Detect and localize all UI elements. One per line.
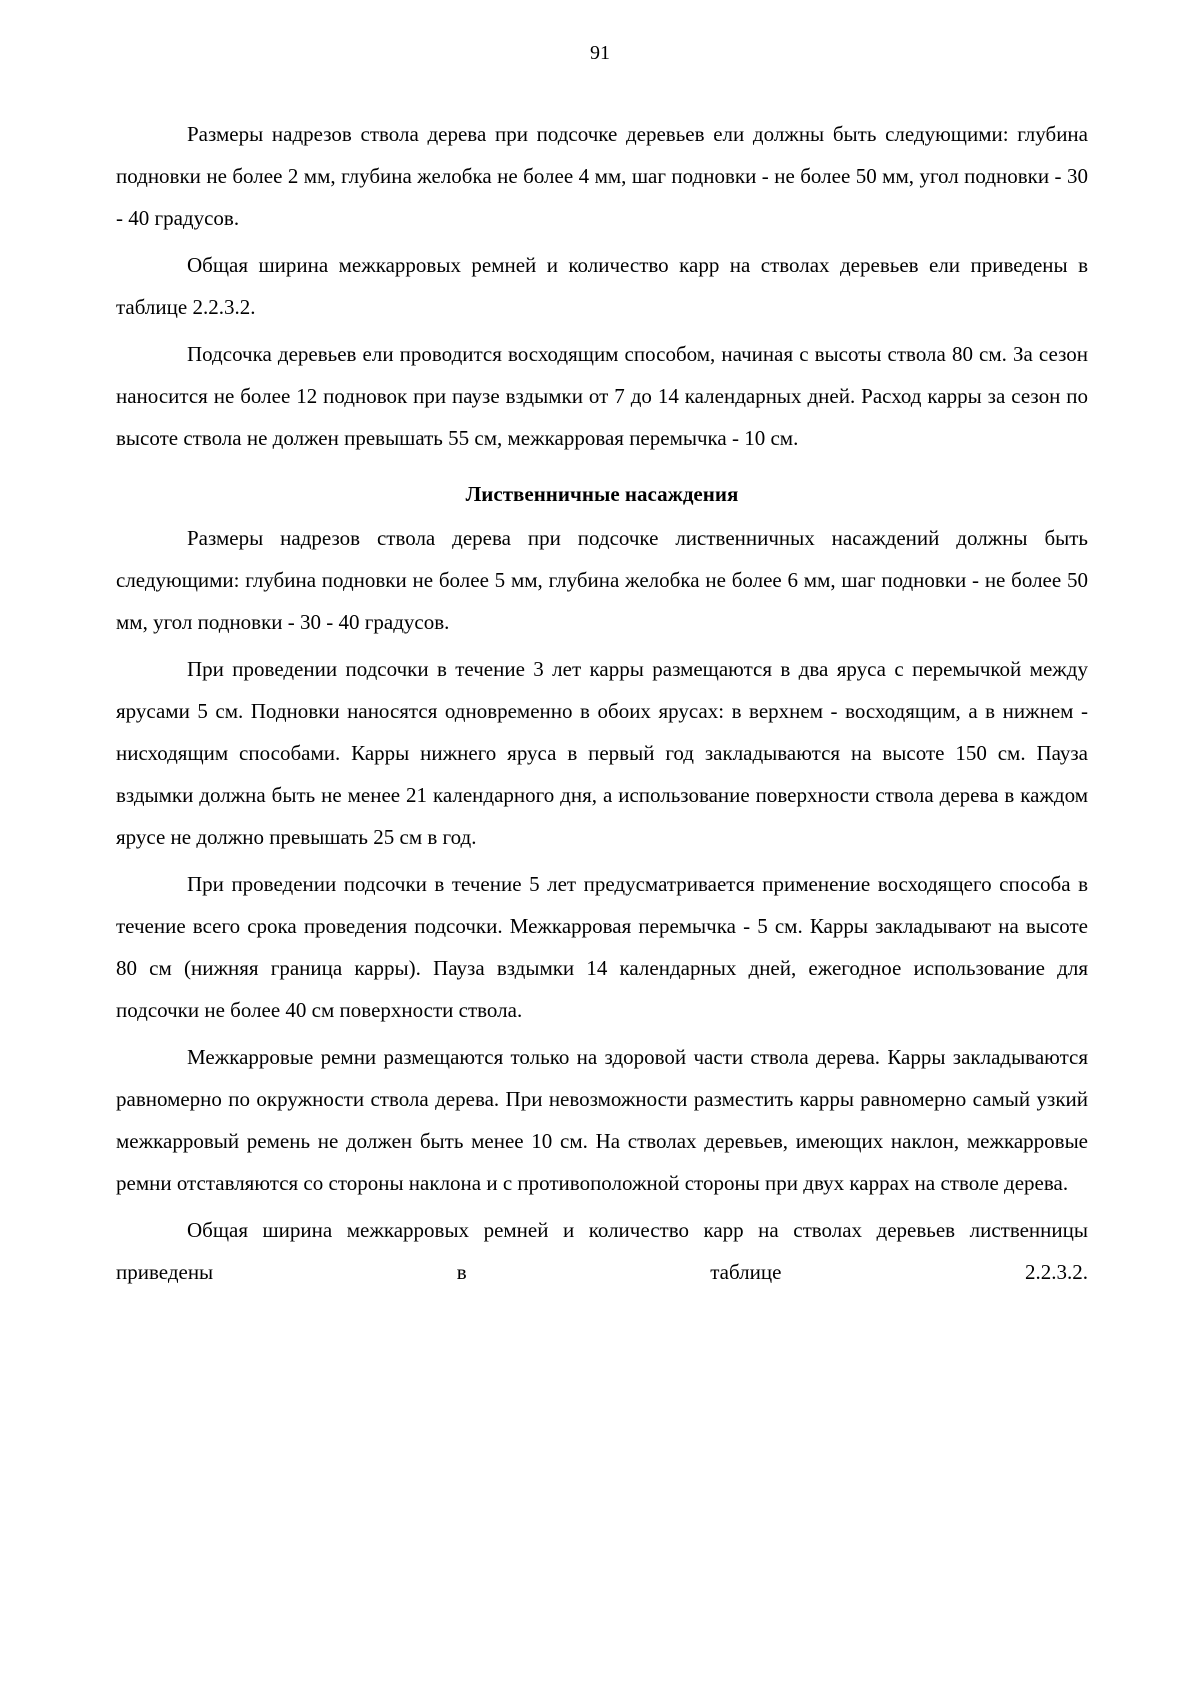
- paragraph-spruce-cut-sizes: Размеры надрезов ствола дерева при подсочке деревьев ели должны быть следующими: глубина подновки не более 2 мм, глубина желобка не более 4 мм, шаг подновки - не более 50 мм, угол подновки - 30 - 40 градусов.: [116, 122, 1088, 230]
- paragraph-larch-three-years: При проведении подсочки в течение 3 лет карры размещаются в два яруса с перемычкой между ярусами 5 см. Подновки наносятся одновременно в обоих ярусах: в верхнем - восходящим, а в нижнем - нисходящим способами. Карры нижнего яруса в первый год закладываются на высоте 150 см. Пауза вздымки должна быть не менее 21 календарного дня, а использование поверхности ствола дерева в каждом ярусе не должно превышать 25 см в год.: [116, 657, 1088, 849]
- paragraph-larch-five-years: При проведении подсочки в течение 5 лет предусматривается применение восходящего способа в течение всего срока проведения подсочки. Межкарровая перемычка - 5 см. Карры закладывают на высоте 80 см (нижняя граница карры). Пауза вздымки 14 календарных дней, ежегодное использование для подсочки не более 40 см поверхности ствола.: [116, 872, 1088, 1022]
- page-body: [116, 113, 1088, 1293]
- section-heading-larch: Лиственничные насаждения: [465, 482, 739, 506]
- paragraph-larch-table-reference: Общая ширина межкарровых ремней и количество карр на стволах деревьев лиственницы приведены в таблице 2.2.3.2.: [116, 1218, 1088, 1284]
- paragraph-spruce-tapping-method: Подсочка деревьев ели проводится восходящим способом, начиная с высоты ствола 80 см. За сезон наносится не более 12 подновок при паузе вздымки от 7 до 14 календарных дней. Расход карры за сезон по высоте ствола не должен превышать 55 см, межкарровая перемычка - 10 см.: [116, 342, 1088, 450]
- page-number: 91: [590, 42, 610, 64]
- paragraph-inter-face-strips: Межкарровые ремни размещаются только на здоровой части ствола дерева. Карры закладываются равномерно по окружности ствола дерева. При невозможности разместить карры равномерно самый узкий межкарровый ремень не должен быть менее 10 см. На стволах деревьев, имеющих наклон, межкарровые ремни отставляются со стороны наклона и с противоположной стороны при двух каррах на стволе дерева.: [116, 1045, 1088, 1195]
- paragraph-larch-cut-sizes: Размеры надрезов ствола дерева при подсочке лиственничных насаждений должны быть следующими: глубина подновки не более 5 мм, глубина желобка не более 6 мм, шаг подновки - не более 50 мм, угол подновки - 30 - 40 градусов.: [116, 526, 1088, 634]
- paragraph-spruce-table-reference: Общая ширина межкарровых ремней и количество карр на стволах деревьев ели приведены в таблице 2.2.3.2.: [116, 253, 1088, 319]
